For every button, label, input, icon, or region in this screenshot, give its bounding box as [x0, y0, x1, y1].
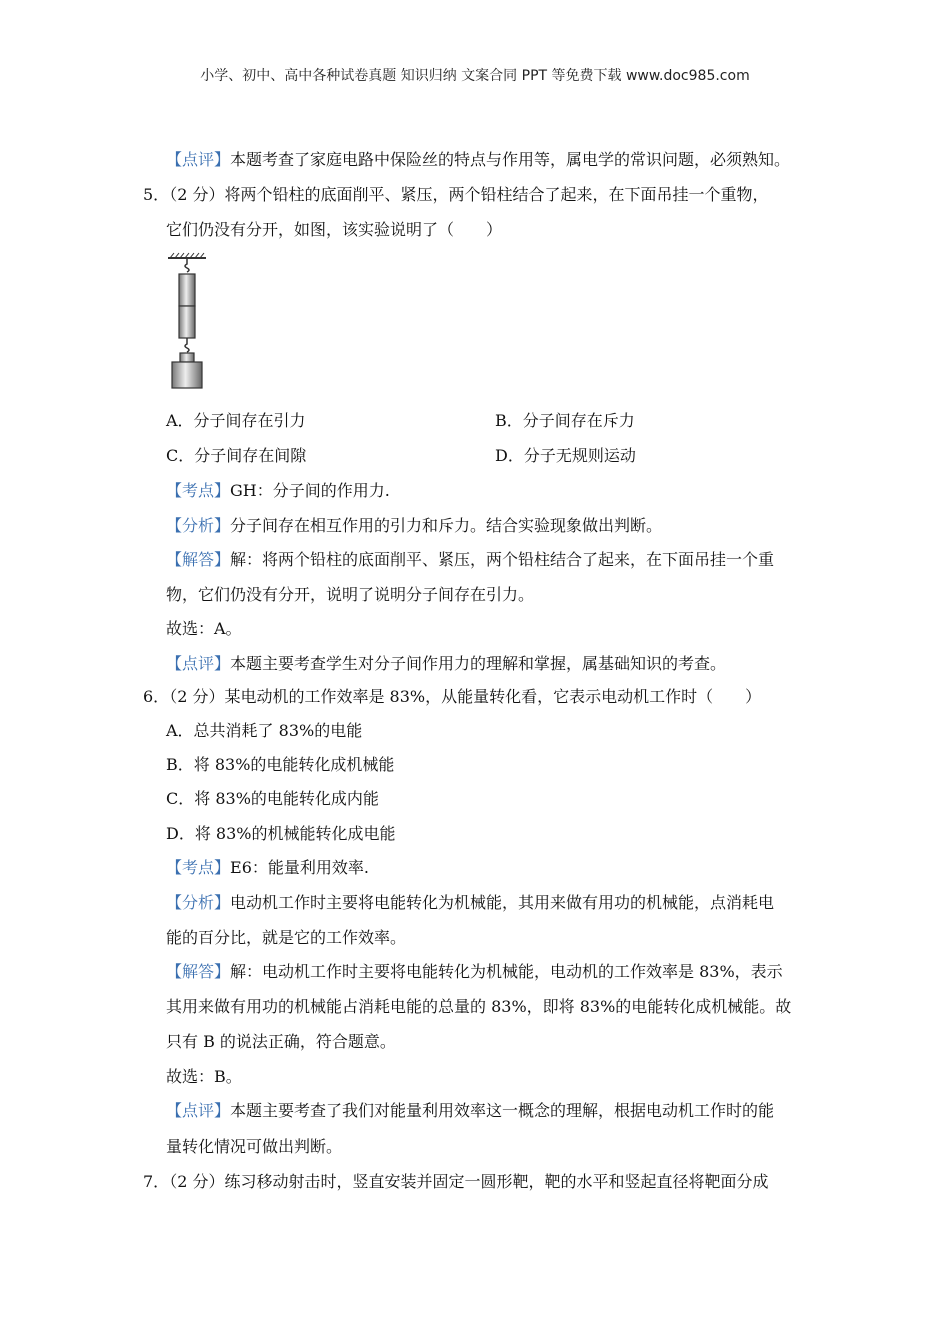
q7-stem-text1: （2 分）练习移动射击时，竖直安装并固定一圆形靶，靶的水平和竖起直径将靶面分成 — [169, 1172, 769, 1191]
q5-number: 5． — [143, 185, 170, 204]
q6-answer-line2: 其用来做有用功的机械能占消耗电能的总量的 83%，即将 83%的电能转化成机械能。故 — [166, 997, 792, 1016]
q6-stem — [143, 687, 761, 707]
q5-stem-text1: （2 分）将两个铅柱的底面削平、紧压，两个铅柱结合了起来，在下面吊挂一个重物， — [169, 185, 769, 204]
q6-answer-text1: 解：电动机工作时主要将电能转化为机械能，电动机的工作效率是 83%，表示 — [230, 962, 783, 981]
answer-tag: 【解答】 — [166, 962, 231, 981]
q5-option-c: C．分子间存在间隙 — [166, 446, 307, 465]
q5-comment-text: 本题主要考查学生对分子间作用力的理解和掌握，属基础知识的考查。 — [230, 654, 727, 673]
q5-answer-text1: 解：将两个铅柱的底面削平、紧压，两个铅柱结合了起来，在下面吊挂一个重 — [230, 550, 775, 569]
analysis-tag: 【分析】 — [166, 516, 231, 535]
q6-number: 6． — [143, 687, 170, 706]
q7-stem-line1 — [143, 1172, 768, 1192]
q5-answer-line2: 物，它们仍没有分开，说明了说明分子间存在引力。 — [166, 585, 535, 604]
q6-choice: 故选：B。 — [166, 1067, 242, 1086]
q5-point-text: GH：分子间的作用力. — [230, 481, 390, 500]
q6-option-a: A．总共消耗了 83%的电能 — [166, 721, 363, 740]
q6-answer-line3: 只有 B 的说法正确，符合题意。 — [166, 1032, 396, 1051]
answer-tag: 【解答】 — [166, 550, 231, 569]
q6-comment-text1: 本题主要考查了我们对能量利用效率这一概念的理解，根据电动机工作时的能 — [230, 1101, 775, 1120]
point-tag: 【考点】 — [166, 858, 231, 877]
q5-comment — [166, 654, 726, 674]
page-header: 小学、初中、高中各种试卷真题 知识归纳 文案合同 PPT 等免费下载 www.doc985.com — [200, 68, 750, 84]
comment-tag: 【点评】 — [166, 654, 231, 673]
q6-comment-line1 — [166, 1101, 774, 1121]
q6-option-c: C．将 83%的电能转化成内能 — [166, 789, 379, 808]
q6-analysis-text1: 电动机工作时主要将电能转化为机械能，其用来做有用功的机械能，点消耗电 — [230, 893, 775, 912]
prev-comment-text: 本题考查了家庭电路中保险丝的特点与作用等，属电学的常识问题，必须熟知。 — [230, 150, 791, 169]
q6-analysis-line1 — [166, 893, 774, 913]
lead-cylinder-apparatus-figure — [160, 250, 212, 392]
q6-option-b: B．将 83%的电能转化成机械能 — [166, 755, 395, 774]
q6-point — [166, 858, 369, 878]
q5-analysis — [166, 516, 662, 536]
q5-option-d: D．分子无规则运动 — [495, 446, 636, 465]
point-tag: 【考点】 — [166, 481, 231, 500]
q5-option-b: B．分子间存在斥力 — [495, 411, 635, 430]
q6-comment-line2: 量转化情况可做出判断。 — [166, 1137, 343, 1156]
q5-stem-line2: 它们仍没有分开，如图，该实验说明了（ ） — [166, 220, 503, 239]
q5-analysis-text: 分子间存在相互作用的引力和斥力。结合实验现象做出判断。 — [230, 516, 663, 535]
q5-stem-line1 — [143, 185, 768, 205]
comment-tag: 【点评】 — [166, 150, 231, 169]
q5-answer-line1 — [166, 550, 774, 570]
q7-number: 7． — [143, 1172, 170, 1191]
analysis-tag: 【分析】 — [166, 893, 231, 912]
q6-analysis-line2: 能的百分比，就是它的工作效率。 — [166, 928, 407, 947]
q6-point-text: E6：能量利用效率. — [230, 858, 369, 877]
comment-tag: 【点评】 — [166, 1101, 231, 1120]
q6-option-d: D．将 83%的机械能转化成电能 — [166, 824, 396, 843]
q6-answer-line1 — [166, 962, 783, 982]
prev-comment — [166, 150, 790, 170]
q5-choice: 故选：A。 — [166, 619, 242, 638]
q5-option-a: A．分子间存在引力 — [166, 411, 306, 430]
q6-stem-text: （2 分）某电动机的工作效率是 83%，从能量转化看，它表示电动机工作时（ ） — [169, 687, 762, 706]
q5-point — [166, 481, 390, 501]
